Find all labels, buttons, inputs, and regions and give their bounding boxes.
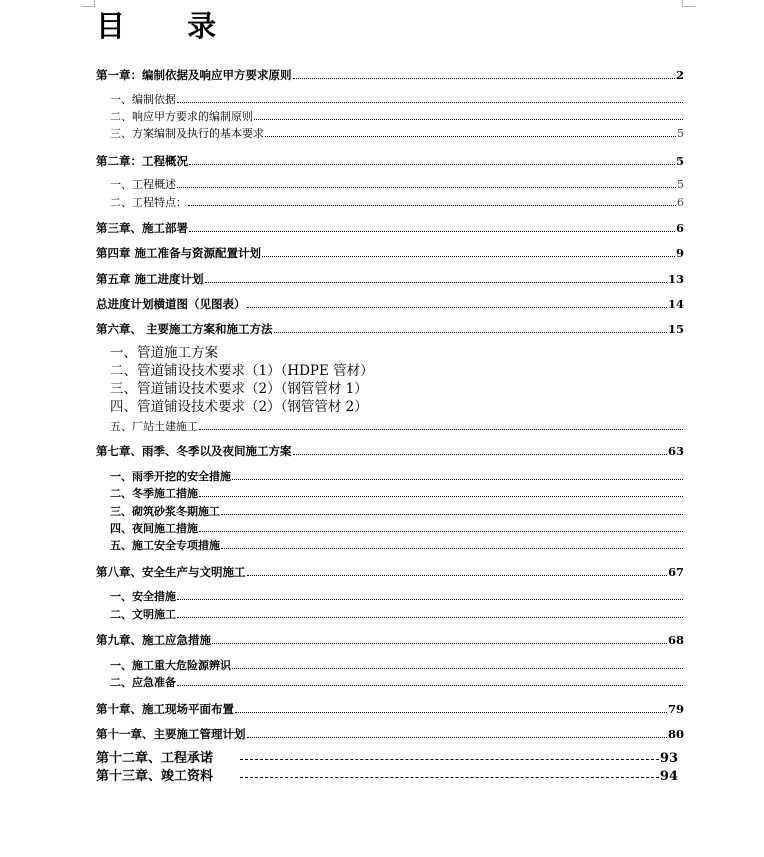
- toc-page: 14: [667, 297, 684, 311]
- toc-section-9-2[interactable]: [110, 677, 684, 689]
- toc-page: 5: [677, 127, 684, 140]
- toc-section-2-2[interactable]: [110, 197, 684, 209]
- leader-dots: [189, 231, 675, 232]
- toc-section-8-1[interactable]: [110, 591, 684, 603]
- leader-dots: [199, 531, 683, 532]
- toc-section-6-2[interactable]: [110, 364, 684, 379]
- toc-text: 第八章、安全生产与文明施工: [96, 565, 246, 579]
- toc-section-7-5[interactable]: [110, 540, 684, 552]
- leader-dots: [232, 479, 683, 480]
- toc-section-7-4[interactable]: [110, 523, 684, 535]
- toc-section-7-3[interactable]: [110, 506, 684, 518]
- leader-dots: [221, 548, 683, 549]
- toc-text: 一、工程概述: [110, 178, 176, 191]
- leader-dots: [189, 164, 675, 165]
- toc-text: 第四章 施工准备与资源配置计划: [96, 246, 262, 260]
- toc-page: 13: [667, 272, 684, 286]
- toc-section-7-2[interactable]: [110, 488, 684, 500]
- leader-dots: [212, 643, 667, 644]
- toc-section-6-1[interactable]: [110, 346, 684, 361]
- toc-text: 五、施工安全专项措施: [110, 539, 220, 552]
- toc-text: 二、管道铺设技术要求（1）（HDPE 管材）: [110, 363, 374, 379]
- toc-page: 9: [675, 246, 684, 260]
- toc-chapter-10[interactable]: [96, 703, 684, 716]
- leader-dots: [254, 119, 683, 120]
- toc-text: 第六章、 主要施工方案和施工方法: [96, 322, 273, 336]
- toc-text: 第二章：工程概况: [96, 154, 188, 168]
- toc-chapter-8[interactable]: [96, 566, 684, 579]
- leader-dots: [235, 712, 667, 713]
- leader-dots: [293, 78, 675, 79]
- leader-dots: [177, 599, 683, 600]
- toc-page: 2: [675, 68, 684, 82]
- toc-section-6-4[interactable]: [110, 400, 684, 415]
- leader-dots: [247, 307, 667, 308]
- leader-dots: [188, 205, 676, 206]
- toc-page: 67: [667, 565, 684, 579]
- toc-page: 15: [667, 322, 684, 336]
- leader-dots: [177, 102, 683, 103]
- toc-chapter-2[interactable]: [96, 155, 684, 168]
- toc-section-7-1[interactable]: [110, 471, 684, 483]
- toc-text: 二、冬季施工措施: [110, 487, 198, 500]
- toc-text: 三、方案编制及执行的基本要求: [110, 127, 264, 140]
- leader-dots: [177, 187, 676, 188]
- toc-section-6-3[interactable]: [110, 382, 684, 397]
- toc-chapter-9[interactable]: [96, 634, 684, 647]
- toc-text: 二、应急准备: [110, 676, 176, 689]
- toc-text: 四、夜间施工措施: [110, 522, 198, 535]
- leader-dots: [205, 282, 667, 283]
- leader-dots: [274, 332, 667, 333]
- toc-chapter-6[interactable]: [96, 323, 684, 336]
- leader-dots: [247, 737, 667, 738]
- toc-section-1-3[interactable]: [110, 128, 684, 140]
- toc-page: 5: [677, 178, 684, 191]
- toc-chapter-13[interactable]: [96, 770, 678, 784]
- leader-dots: [221, 514, 683, 515]
- toc-page: 63: [667, 444, 684, 458]
- leader-dots: [199, 496, 683, 497]
- toc-page: 80: [667, 727, 684, 741]
- toc-text: 一、施工重大危险源辨识: [110, 659, 231, 672]
- leader-dots: [232, 668, 683, 669]
- toc-section-1-1[interactable]: [110, 94, 684, 106]
- toc-page: 5: [675, 154, 684, 168]
- toc-chapter-12[interactable]: [96, 752, 678, 766]
- toc-page: 68: [667, 633, 684, 647]
- toc-text: 二、文明施工: [110, 608, 176, 621]
- leader-dashes: [240, 759, 659, 760]
- toc-chapter-1[interactable]: [96, 69, 684, 82]
- toc-text: 二、响应甲方要求的编制原则: [110, 110, 253, 123]
- toc-chapter-5[interactable]: [96, 273, 684, 286]
- toc-text: 一、安全措施: [110, 590, 176, 603]
- leader-dashes: [240, 777, 659, 778]
- toc-page: 94: [659, 769, 678, 784]
- toc-text: 二、工程特点：: [110, 196, 187, 209]
- toc-section-1-2[interactable]: [110, 111, 684, 123]
- toc-text: 第一章：编制依据及响应甲方要求原则: [96, 68, 292, 82]
- toc-chapter-11[interactable]: [96, 728, 684, 741]
- toc-chapter-3[interactable]: [96, 222, 684, 235]
- toc-section-8-2[interactable]: [110, 609, 684, 621]
- toc-text: 一、编制依据: [110, 93, 176, 106]
- toc-page: 79: [667, 702, 684, 716]
- toc-text: 第三章、施工部署: [96, 221, 188, 235]
- toc-page: 93: [659, 751, 678, 766]
- toc-text: 三、砌筑砂浆冬期施工: [110, 505, 220, 518]
- leader-dots: [199, 429, 683, 430]
- toc-text: 一、管道施工方案: [110, 345, 218, 361]
- toc-text: 第十三章、竣工资料: [96, 769, 214, 784]
- leader-dots: [177, 685, 683, 686]
- toc-page: 6: [675, 221, 684, 235]
- toc-text: 总进度计划横道图（见图表）: [96, 297, 246, 311]
- leader-dots: [177, 617, 683, 618]
- toc-text: 五、厂站土建施工: [110, 420, 198, 433]
- toc-section-2-1[interactable]: [110, 179, 684, 191]
- leader-dots: [265, 136, 676, 137]
- toc-text: 四、管道铺设技术要求（2）（钢管管材 2）: [110, 399, 368, 415]
- toc-chapter-7[interactable]: [96, 445, 684, 458]
- toc-text: 一、雨季开挖的安全措施: [110, 470, 231, 483]
- toc-text: 第七章、雨季、冬季以及夜间施工方案: [96, 444, 292, 458]
- toc-text: 第十章、施工现场平面布置: [96, 702, 234, 716]
- toc-text: 第九章、施工应急措施: [96, 633, 211, 647]
- toc-text: 第十一章、主要施工管理计划: [96, 727, 246, 741]
- leader-dots: [293, 454, 667, 455]
- toc-text: 第十二章、工程承诺: [96, 751, 214, 766]
- toc-section-6-5[interactable]: [110, 421, 684, 433]
- toc-chapter-4[interactable]: [96, 247, 684, 260]
- page-title: 目 录: [96, 9, 243, 43]
- toc-gantt-chart[interactable]: [96, 298, 684, 311]
- leader-dots: [262, 256, 675, 257]
- toc-section-9-1[interactable]: [110, 660, 684, 672]
- leader-dots: [247, 575, 667, 576]
- toc-text: 三、管道铺设技术要求（2）（钢管管材 1）: [110, 381, 368, 397]
- toc-page: 6: [677, 196, 684, 209]
- toc-text: 第五章 施工进度计划: [96, 272, 204, 286]
